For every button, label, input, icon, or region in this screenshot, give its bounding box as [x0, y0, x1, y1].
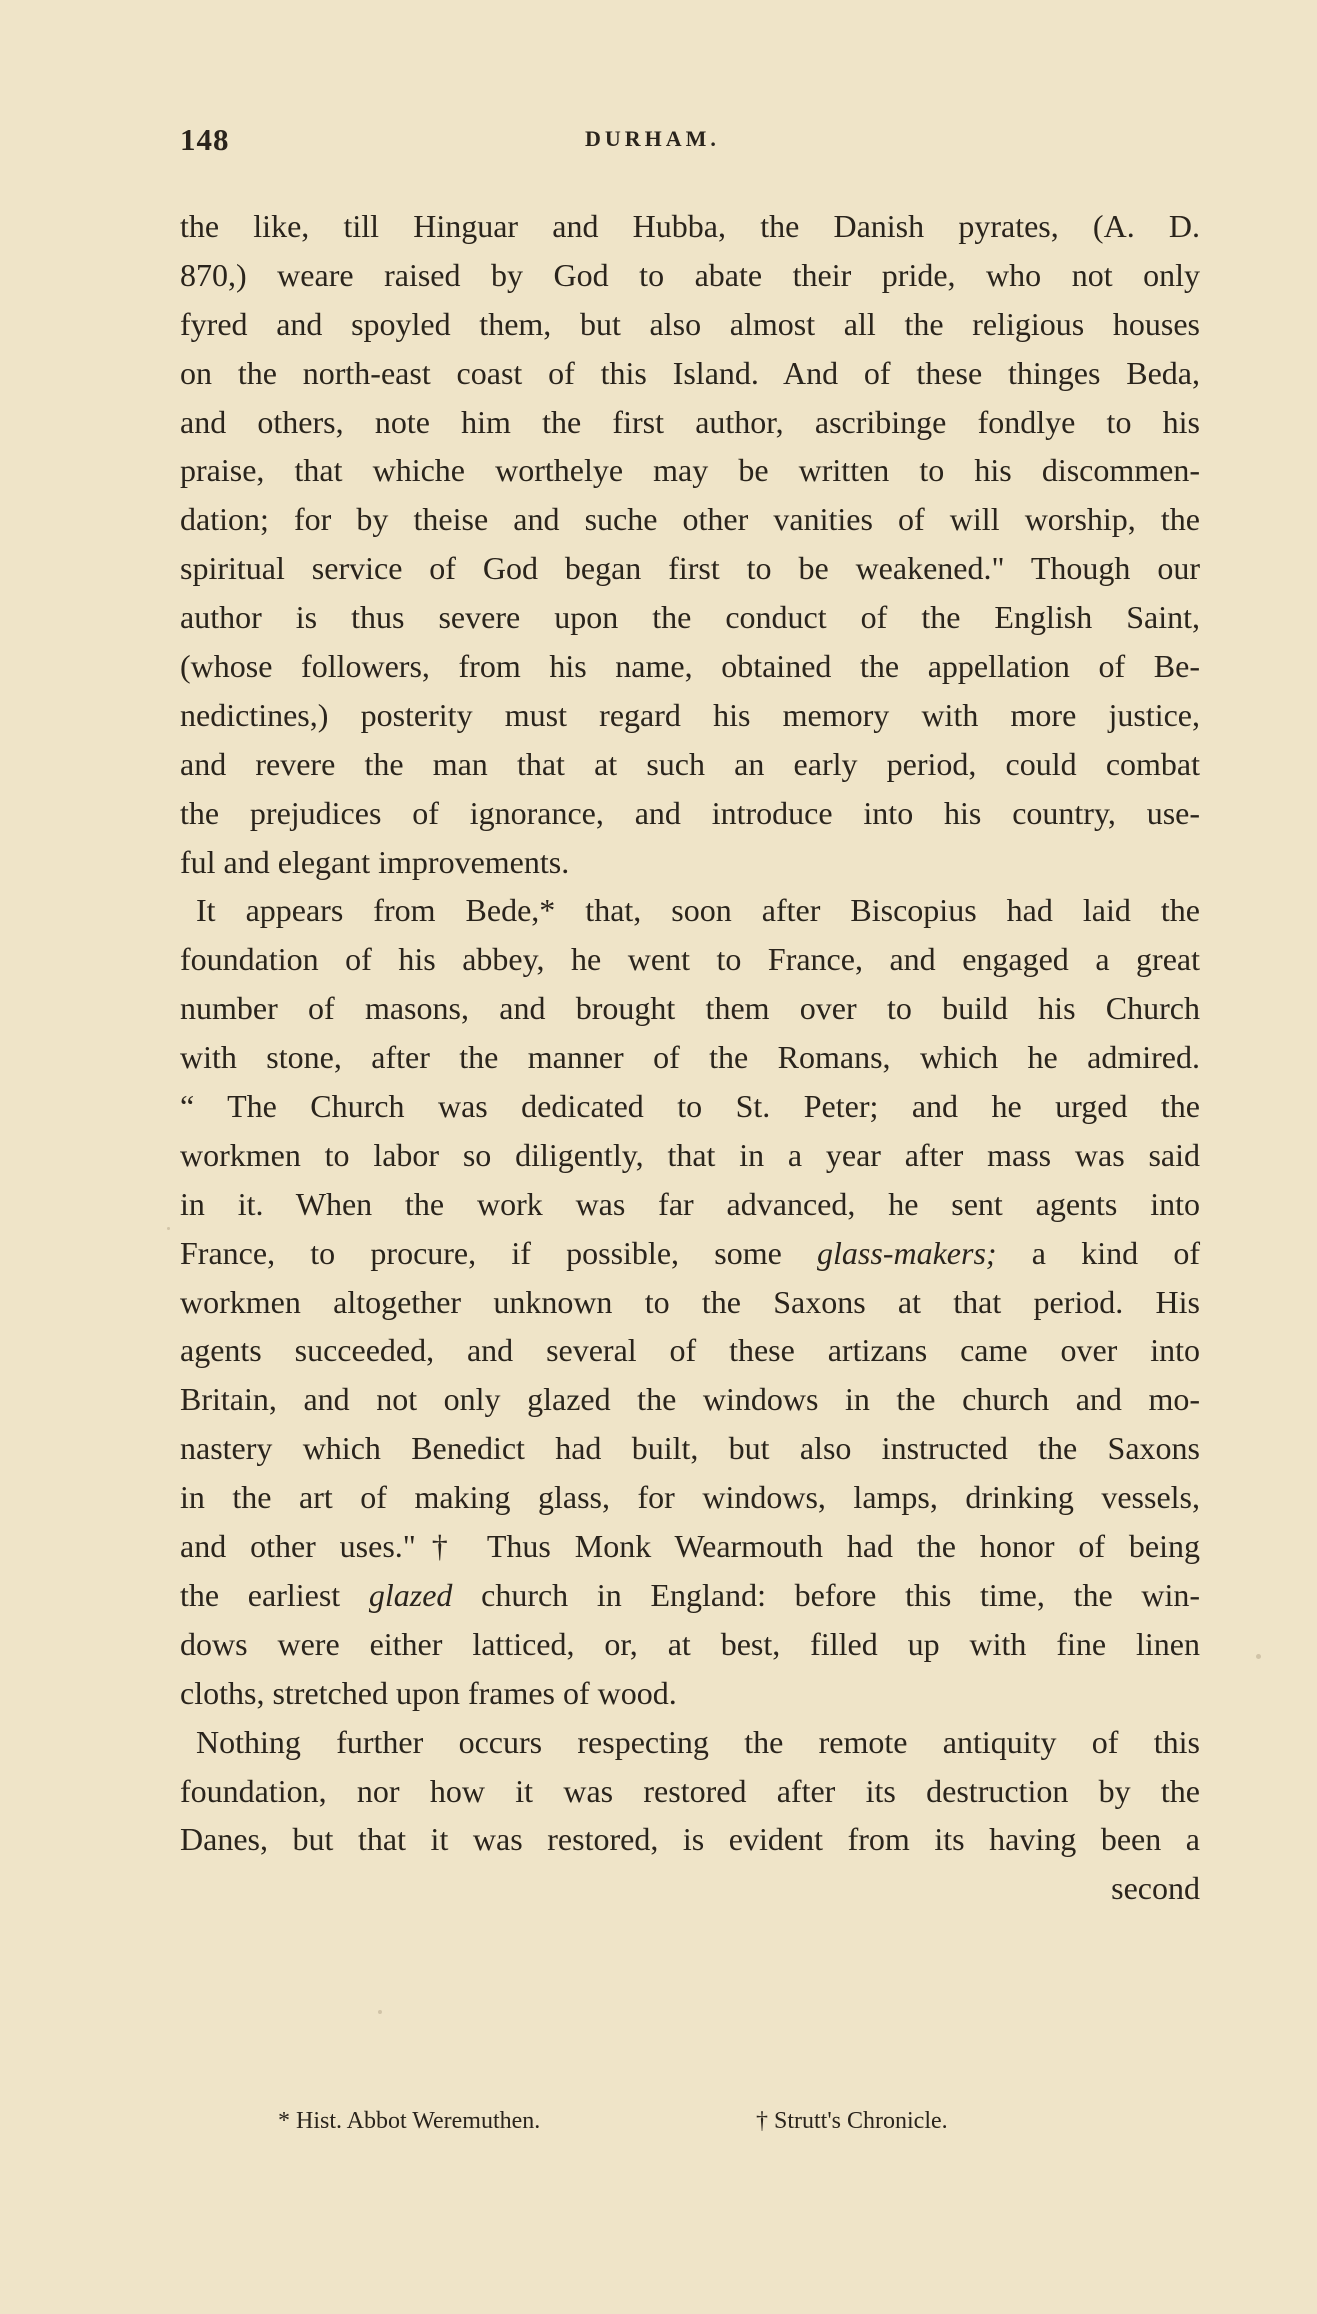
ink-speck	[167, 1227, 170, 1230]
body-text	[180, 202, 1200, 1913]
paragraph-end-line: ful and elegant improvements.	[180, 843, 570, 880]
ink-speck	[1256, 1654, 1261, 1659]
text-line: the earliest glazed church in England: before this time, the win-	[180, 1576, 1201, 1613]
footnotes	[278, 2108, 1098, 2148]
text-line: foundation of his abbey, he went to France, and engaged a great	[180, 941, 1200, 978]
ink-speck	[378, 2010, 382, 2014]
text-line: 870,) weare raised by God to abate their pride, who not only	[180, 256, 1200, 293]
text-line: praise, that whiche worthelye may be written to his discommen-	[180, 452, 1200, 489]
text-line: author is thus severe upon the conduct of the English Saint,	[180, 599, 1200, 636]
text-line: dation; for by theise and suche other vanities of will worship, the	[180, 501, 1200, 538]
text-line: spiritual service of God began first to be weakened." Though our	[180, 550, 1200, 587]
italic-term: glazed	[368, 1576, 453, 1613]
text-line: in the art of making glass, for windows, lamps, drinking vessels,	[180, 1479, 1200, 1516]
text-line: agents succeeded, and several of these artizans came over into	[180, 1332, 1200, 1369]
text-line: in it. When the work was far advanced, he sent agents into	[180, 1185, 1200, 1222]
text-line: and revere the man that at such an early period, could combat	[180, 745, 1200, 782]
text-line: on the north-east coast of this Island. And of these thinges Beda,	[180, 354, 1200, 391]
text-line: workmen to labor so diligently, that in a year after mass was said	[180, 1136, 1200, 1173]
text-line: foundation, nor how it was restored after its destruction by the	[180, 1772, 1200, 1809]
page-header	[180, 122, 1100, 162]
text-line: nedictines,) posterity must regard his memory with more justice,	[180, 696, 1200, 733]
text-line: the prejudices of ignorance, and introduce into his country, use-	[180, 794, 1200, 831]
text-line: with stone, after the manner of the Romans, which he admired.	[180, 1039, 1200, 1076]
text-line: Britain, and not only glazed the windows in the church and mo-	[180, 1381, 1200, 1418]
text-line: the like, till Hinguar and Hubba, the Danish pyrates, (A. D.	[180, 208, 1200, 244]
text-line: dows were either latticed, or, at best, filled up with fine linen	[180, 1625, 1200, 1662]
text-line: Danes, but that it was restored, is evident from its having been a	[180, 1821, 1200, 1858]
running-head: DURHAM.	[585, 126, 720, 151]
text-line: workmen altogether unknown to the Saxons at that period. His	[180, 1283, 1200, 1320]
text-line: (whose followers, from his name, obtained the appellation of Be-	[180, 648, 1200, 685]
footnote-hist-abbot: * Hist. Abbot Weremuthen.	[278, 2108, 541, 2134]
paragraph-start-line: It appears from Bede,* that, soon after Biscopius had laid the	[196, 892, 1200, 929]
text-line: “ The Church was dedicated to St. Peter; and he urged the	[180, 1088, 1200, 1125]
text-line: and others, note him the first author, ascribinge fondlye to his	[180, 403, 1200, 440]
catchword: second	[1111, 1870, 1200, 1907]
text-line: France, to procure, if possible, some glass-makers; a kind of	[180, 1234, 1201, 1271]
text-line: and other uses."† Thus Monk Wearmouth had the honor of being	[180, 1528, 1200, 1565]
paragraph-start-line: Nothing further occurs respecting the remote antiquity of this	[196, 1723, 1200, 1760]
text-line: number of masons, and brought them over to build his Church	[180, 990, 1200, 1027]
text-line: nastery which Benedict had built, but also instructed the Saxons	[180, 1430, 1200, 1467]
text-line: fyred and spoyled them, but also almost all the religious houses	[180, 305, 1200, 342]
italic-term: glass-makers;	[817, 1234, 997, 1271]
footnote-strutt: † Strutt's Chronicle.	[756, 2108, 948, 2134]
paragraph-end-line: cloths, stretched upon frames of wood.	[180, 1674, 677, 1711]
page-number: 148	[180, 122, 230, 157]
